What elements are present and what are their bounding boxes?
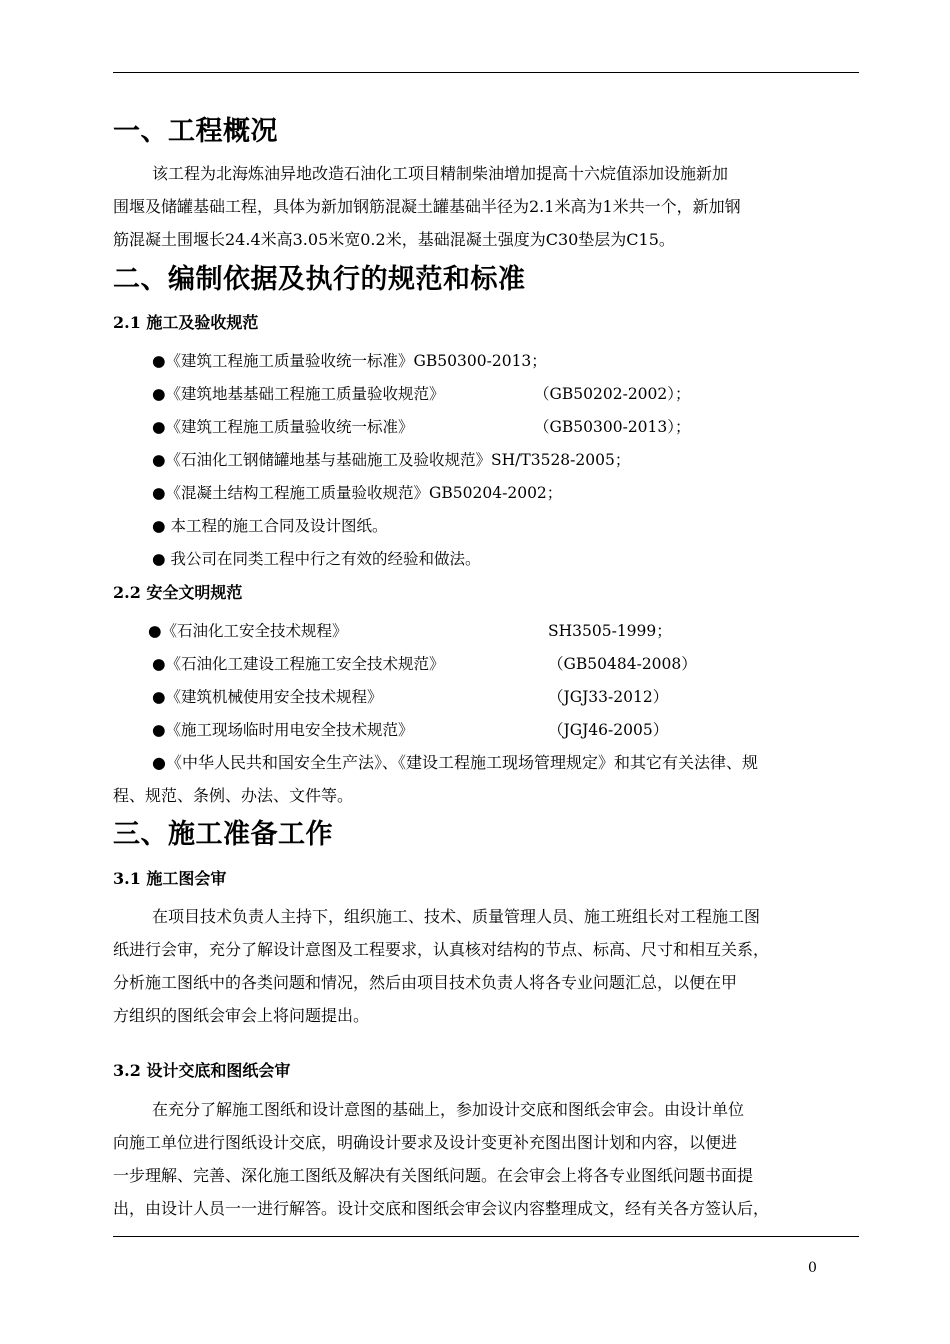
list-item: ●《建筑工程施工质量验收统一标准》GB50300-2013；	[152, 352, 547, 370]
list-item-code: SH3505-1999；	[548, 622, 672, 640]
paragraph-line: 在充分了解施工图纸和设计意图的基础上，参加设计交底和图纸会审会。由设计单位	[152, 1100, 745, 1119]
page-number: 0	[808, 1260, 817, 1276]
list-item: ●《建筑工程施工质量验收统一标准》	[152, 418, 414, 436]
paragraph-line: 分析施工图纸中的各类问题和情况，然后由项目技术负责人将各专业问题汇总，以便在甲	[113, 973, 738, 992]
paragraph-line: 程、规范、条例、办法、文件等。	[113, 786, 354, 805]
list-item-code: （JGJ46-2005）	[548, 721, 669, 739]
section-heading-2: 二、编制依据及执行的规范和标准	[113, 264, 526, 295]
list-item: ●《混凝土结构工程施工质量验收规范》GB50204-2002；	[152, 484, 563, 502]
list-item: ●《建筑地基基础工程施工质量验收规范》	[152, 385, 445, 403]
list-item: ●《石油化工钢储罐地基与基础施工及验收规范》SH/T3528-2005；	[152, 451, 631, 469]
subsection-heading-3-2: 3.2 设计交底和图纸会审	[113, 1061, 291, 1080]
paragraph-line: 在项目技术负责人主持下，组织施工、技术、质量管理人员、施工班组长对工程施工图	[152, 907, 761, 926]
list-item-code: （GB50300-2013）；	[534, 418, 691, 436]
list-item-code: （GB50202-2002）；	[534, 385, 691, 403]
subsection-heading-2-1: 2.1 施工及验收规范	[113, 313, 259, 332]
header-rule	[113, 72, 859, 73]
section-heading-3: 三、施工准备工作	[113, 819, 333, 850]
footer-rule	[113, 1236, 859, 1237]
paragraph-line: 筋混凝土围堰长24.4米高3.05米宽0.2米，基础混凝土强度为C30垫层为C15。	[113, 230, 675, 249]
paragraph-line: ●《中华人民共和国安全生产法》、《建设工程施工现场管理规定》和其它有关法律、规	[152, 753, 758, 772]
paragraph-line: 围堰及储罐基础工程，具体为新加钢筋混凝土罐基础半径为2.1米高为1米共一个，新加钢	[113, 197, 741, 216]
section-heading-1: 一、工程概况	[113, 116, 278, 147]
list-item: ●《石油化工安全技术规程》	[148, 622, 348, 640]
subsection-heading-3-1: 3.1 施工图会审	[113, 869, 227, 888]
paragraph-line: 出，由设计人员一一进行解答。设计交底和图纸会审会议内容整理成文，经有关各方签认后，	[113, 1199, 770, 1218]
paragraph-line: 纸进行会审，充分了解设计意图及工程要求，认真核对结构的节点、标高、尺寸和相互关系，	[113, 940, 770, 959]
list-item-code: （GB50484-2008）	[548, 655, 697, 673]
list-item: ● 本工程的施工合同及设计图纸。	[152, 517, 388, 535]
subsection-heading-2-2: 2.2 安全文明规范	[113, 583, 243, 602]
paragraph-line: 方组织的图纸会审会上将问题提出。	[113, 1006, 370, 1025]
list-item: ● 我公司在同类工程中行之有效的经验和做法。	[152, 550, 481, 568]
list-item-code: （JGJ33-2012）	[548, 688, 669, 706]
paragraph-line: 该工程为北海炼油异地改造石油化工项目精制柴油增加提高十六烷值添加设施新加	[152, 164, 729, 183]
list-item: ●《施工现场临时用电安全技术规范》	[152, 721, 414, 739]
paragraph-line: 一步理解、完善、深化施工图纸及解决有关图纸问题。在会审会上将各专业图纸问题书面提	[113, 1166, 754, 1185]
list-item: ●《石油化工建设工程施工安全技术规范》	[152, 655, 445, 673]
list-item: ●《建筑机械使用安全技术规程》	[152, 688, 383, 706]
paragraph-line: 向施工单位进行图纸设计交底，明确设计要求及设计变更补充图出图计划和内容，以便进	[113, 1133, 738, 1152]
